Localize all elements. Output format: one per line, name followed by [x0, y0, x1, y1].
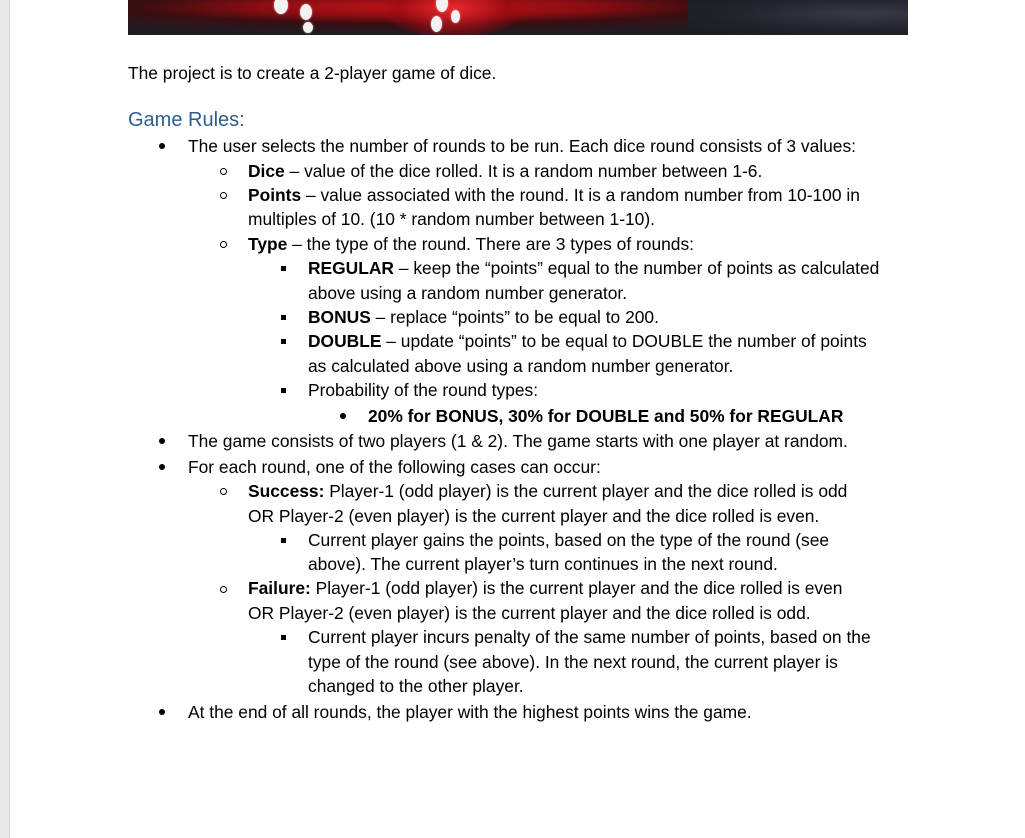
dice-pip	[300, 4, 312, 20]
rule-type	[248, 233, 694, 255]
type-regular-text: – keep the “points” equal to the number of points as calculated	[394, 258, 880, 278]
failure-note-cont: type of the round (see above). In the next round, the current player is	[308, 652, 838, 672]
type-regular	[308, 257, 879, 279]
intro-paragraph: The project is to create a 2-player game of dice.	[128, 63, 497, 83]
type-regular-cont: above using a random number generator.	[308, 283, 628, 303]
rule-points-cont: multiples of 10. (10 * random number between 1-10).	[248, 209, 655, 229]
type-bonus	[308, 306, 659, 328]
bullet-disc	[159, 709, 165, 715]
bullet-square	[281, 315, 286, 320]
dice-header-image	[128, 0, 908, 35]
background-shadow	[688, 0, 908, 35]
case-failure	[248, 577, 842, 599]
bullet-disc	[159, 143, 165, 149]
case-failure-text: Player-1 (odd player) is the current player and the dice rolled is even	[310, 578, 843, 598]
term-points: Points	[248, 185, 302, 205]
bullet-disc	[159, 438, 165, 444]
rule-type-text: – the type of the round. There are 3 types of rounds:	[287, 234, 694, 254]
case-success-cont: OR Player-2 (even player) is the current player and the dice rolled is even.	[248, 506, 820, 526]
bullet-circle	[220, 586, 227, 593]
failure-note: Current player incurs penalty of the same number of points, based on the	[308, 627, 871, 647]
bullet-circle	[220, 192, 227, 199]
rule-rounds: The user selects the number of rounds to be run. Each dice round consists of 3 values:	[188, 136, 856, 156]
dice-pip	[431, 16, 442, 32]
success-note-cont: above). The current player’s turn continues in the next round.	[308, 554, 778, 574]
bullet-square	[281, 538, 286, 543]
bullet-square	[281, 388, 286, 393]
probability-values	[368, 405, 843, 427]
type-double-text: – update “points” to be equal to DOUBLE the number of points	[381, 331, 867, 351]
term-double: DOUBLE	[308, 331, 382, 351]
type-double-cont: as calculated above using a random number generator.	[308, 356, 734, 376]
rule-cases: For each round, one of the following cases can occur:	[188, 457, 601, 477]
case-failure-cont: OR Player-2 (even player) is the current player and the dice rolled is odd.	[248, 603, 811, 623]
dice-pip	[303, 22, 313, 33]
success-note: Current player gains the points, based on the type of the round (see	[308, 530, 830, 550]
rule-dice-text: – value of the dice rolled. It is a random number between 1-6.	[284, 161, 763, 181]
bullet-circle	[220, 241, 227, 248]
bullet-square	[281, 339, 286, 344]
term-failure: Failure:	[248, 578, 311, 598]
type-double	[308, 330, 867, 352]
case-success	[248, 480, 847, 502]
probability-label: Probability of the round types:	[308, 380, 539, 400]
bullet-disc	[159, 464, 165, 470]
term-dice: Dice	[248, 161, 285, 181]
bullet-circle	[220, 488, 227, 495]
page-margin-edge	[0, 0, 10, 838]
rule-points	[248, 184, 860, 206]
type-bonus-text: – replace “points” to be equal to 200.	[370, 307, 659, 327]
term-bonus: BONUS	[308, 307, 371, 327]
rule-dice	[248, 160, 762, 182]
rule-points-text: – value associated with the round. It is a random number from 10-100 in	[301, 185, 860, 205]
rule-winner: At the end of all rounds, the player with the highest points wins the game.	[188, 702, 752, 722]
failure-note-cont-2: changed to the other player.	[308, 676, 524, 696]
bullet-square	[281, 266, 286, 271]
bullet-disc	[340, 413, 346, 419]
bullet-circle	[220, 168, 227, 175]
term-success: Success:	[248, 481, 325, 501]
bullet-square	[281, 635, 286, 640]
dice-pip	[274, 0, 288, 14]
case-success-text: Player-1 (odd player) is the current player and the dice rolled is odd	[324, 481, 848, 501]
term-regular: REGULAR	[308, 258, 394, 278]
rule-players: The game consists of two players (1 & 2). The game starts with one player at random.	[188, 431, 848, 451]
game-rules-heading: Game Rules:	[128, 109, 245, 131]
dice-pip	[451, 10, 460, 23]
term-type: Type	[248, 234, 288, 254]
probability-values-text: 20% for BONUS, 30% for DOUBLE and 50% for REGULAR	[368, 406, 844, 426]
